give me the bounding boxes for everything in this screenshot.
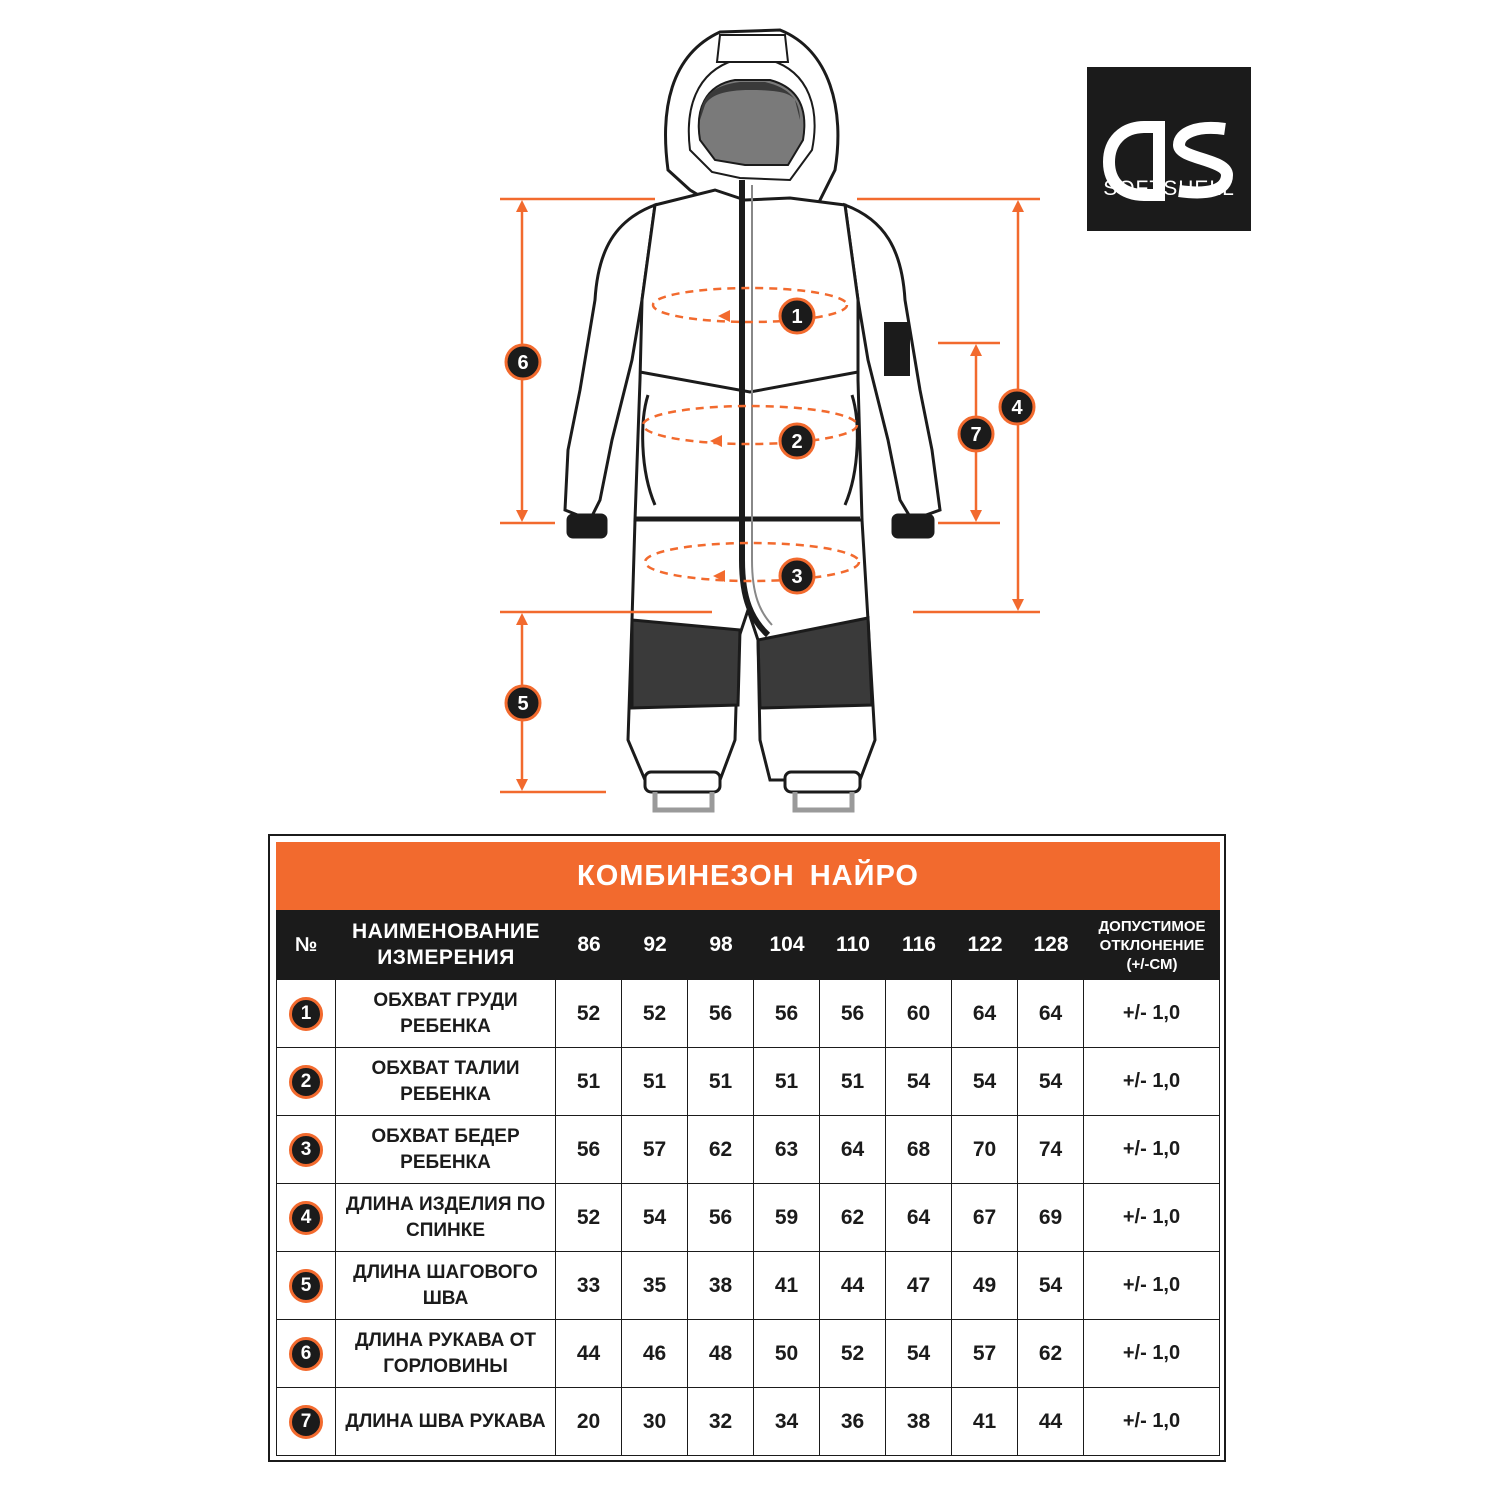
marker-7: [959, 417, 993, 451]
size-value-cell: 33: [556, 1252, 622, 1320]
header-size-110: 110: [836, 933, 870, 956]
table-row: [276, 980, 1220, 1048]
size-value-cell: 48: [688, 1320, 754, 1388]
size-value-cell: 56: [820, 980, 886, 1048]
size-value-cell: 41: [952, 1388, 1018, 1456]
size-value-cell: 47: [886, 1252, 952, 1320]
size-value-cell: 69: [1018, 1184, 1084, 1252]
header-tol-line3: (+/-СМ): [1126, 955, 1178, 973]
size-value-cell: 20: [556, 1388, 622, 1456]
measurement-name: [336, 1252, 556, 1320]
measurement-name-line1: ДЛИНА ШВА РУКАВА: [345, 1410, 546, 1432]
size-value-cell: 50: [754, 1320, 820, 1388]
svg-text:5: 5: [517, 693, 529, 715]
size-value-cell: 49: [952, 1252, 1018, 1320]
size-value-cell: 64: [820, 1116, 886, 1184]
header-name-line2: ИЗМЕРЕНИЯ: [377, 946, 515, 969]
row-number-cell: [276, 1252, 336, 1320]
header-size-98: 98: [709, 933, 733, 956]
measurement-name: [336, 1388, 556, 1456]
svg-text:7: 7: [970, 424, 982, 446]
size-value-cell: 64: [886, 1184, 952, 1252]
tolerance-cell: +/- 1,0: [1084, 1388, 1220, 1456]
size-value-cell: 41: [754, 1252, 820, 1320]
row-number-cell: [276, 1320, 336, 1388]
tolerance-cell: +/- 1,0: [1084, 1252, 1220, 1320]
row-number-badge: 5: [289, 1269, 323, 1303]
size-value-cell: 57: [952, 1320, 1018, 1388]
size-value-cell: 46: [622, 1320, 688, 1388]
jumpsuit-body: [565, 180, 940, 810]
size-value-cell: 70: [952, 1116, 1018, 1184]
size-value-cell: 44: [556, 1320, 622, 1388]
measurement-name-line2: РЕБЕНКА: [400, 1015, 491, 1037]
size-value-cell: 74: [1018, 1116, 1084, 1184]
table-row: [276, 1048, 1220, 1116]
tolerance-cell: +/- 1,0: [1084, 1184, 1220, 1252]
header-size-92: 92: [643, 933, 667, 956]
size-value-cell: 30: [622, 1388, 688, 1456]
size-value-cell: 52: [556, 1184, 622, 1252]
size-value-cell: 32: [688, 1388, 754, 1456]
size-value-cell: 54: [1018, 1252, 1084, 1320]
row-number-cell: [276, 1048, 336, 1116]
size-value-cell: 54: [886, 1048, 952, 1116]
header-size-86: 86: [577, 933, 601, 956]
row-number-cell: [276, 980, 336, 1048]
header-tol-line2: ОТКЛОНЕНИЕ: [1099, 936, 1205, 954]
size-value-cell: 52: [622, 980, 688, 1048]
size-table-body: [276, 980, 1220, 1456]
row-number-badge: 2: [289, 1065, 323, 1099]
size-value-cell: 52: [820, 1320, 886, 1388]
size-value-cell: 67: [952, 1184, 1018, 1252]
measurement-name: [336, 1320, 556, 1388]
size-table-header: [276, 910, 1220, 980]
measurement-name-line2: ШВА: [422, 1287, 469, 1309]
svg-text:3: 3: [791, 566, 803, 588]
size-value-cell: 62: [820, 1184, 886, 1252]
tolerance-cell: +/- 1,0: [1084, 1116, 1220, 1184]
marker-4: [1000, 390, 1034, 424]
size-value-cell: 44: [1018, 1388, 1084, 1456]
row-number-cell: [276, 1388, 336, 1456]
as-logo-mark-icon: [1087, 67, 1251, 231]
svg-text:2: 2: [791, 431, 803, 453]
measurement-name-line1: ДЛИНА ШАГОВОГО: [353, 1261, 538, 1283]
row-number-badge: 4: [289, 1201, 323, 1235]
size-table-title: КОМБИНЕЗОН НАЙРО: [276, 842, 1220, 910]
table-row: [276, 1184, 1220, 1252]
row-number-badge: 1: [289, 997, 323, 1031]
size-value-cell: 64: [952, 980, 1018, 1048]
svg-text:1: 1: [791, 306, 803, 328]
measurement-name: [336, 1184, 556, 1252]
header-num: №: [294, 933, 318, 956]
measurement-name-line2: СПИНКЕ: [405, 1219, 486, 1241]
measurement-name-line1: ОБХВАТ ГРУДИ: [373, 989, 518, 1011]
header-size-128: 128: [1033, 933, 1069, 956]
table-row: [276, 1388, 1220, 1456]
size-value-cell: 51: [622, 1048, 688, 1116]
size-value-cell: 51: [556, 1048, 622, 1116]
size-value-cell: 51: [688, 1048, 754, 1116]
size-value-cell: 54: [886, 1320, 952, 1388]
size-value-cell: 34: [754, 1388, 820, 1456]
measurement-name-line1: ДЛИНА ИЗДЕЛИЯ ПО: [345, 1193, 546, 1215]
size-value-cell: 38: [688, 1252, 754, 1320]
table-row: [276, 1320, 1220, 1388]
size-value-cell: 59: [754, 1184, 820, 1252]
row-number-badge: 6: [289, 1337, 323, 1371]
marker-6: [506, 345, 540, 379]
svg-text:6: 6: [517, 352, 529, 374]
marker-5: [506, 686, 540, 720]
size-value-cell: 63: [754, 1116, 820, 1184]
header-tol-line1: ДОПУСТИМОЕ: [1098, 917, 1206, 935]
header-size-122: 122: [967, 933, 1003, 956]
size-value-cell: 51: [820, 1048, 886, 1116]
size-value-cell: 54: [1018, 1048, 1084, 1116]
size-value-cell: 38: [886, 1388, 952, 1456]
size-value-cell: 62: [688, 1116, 754, 1184]
size-value-cell: 52: [556, 980, 622, 1048]
size-value-cell: 57: [622, 1116, 688, 1184]
size-value-cell: 56: [688, 1184, 754, 1252]
logo-subtitle: SOFTSHELL: [1103, 177, 1235, 200]
size-value-cell: 56: [754, 980, 820, 1048]
measurement-name-line1: ДЛИНА РУКАВА ОТ: [355, 1329, 536, 1351]
row-number-badge: 3: [289, 1133, 323, 1167]
marker-2: [780, 424, 814, 458]
size-value-cell: 51: [754, 1048, 820, 1116]
measurement-name: [336, 1048, 556, 1116]
header-size-116: 116: [902, 933, 936, 956]
size-value-cell: 56: [556, 1116, 622, 1184]
header-measurement-name: [336, 910, 556, 980]
measurement-name-line2: РЕБЕНКА: [400, 1151, 491, 1173]
marker-1: [780, 299, 814, 333]
measurement-name-line1: ОБХВАТ ТАЛИИ: [371, 1057, 520, 1079]
brand-logo: [1087, 67, 1251, 231]
size-value-cell: 64: [1018, 980, 1084, 1048]
measurement-name: [336, 1116, 556, 1184]
marker-3: [780, 559, 814, 593]
size-value-cell: 54: [622, 1184, 688, 1252]
measurement-name-line2: ГОРЛОВИНЫ: [383, 1355, 508, 1377]
row-number-cell: [276, 1184, 336, 1252]
svg-text:4: 4: [1011, 397, 1023, 419]
size-value-cell: 36: [820, 1388, 886, 1456]
measurement-name-line1: ОБХВАТ БЕДЕР: [371, 1125, 520, 1147]
size-value-cell: 44: [820, 1252, 886, 1320]
table-row: [276, 1252, 1220, 1320]
row-number-badge: 7: [289, 1405, 323, 1439]
size-value-cell: 68: [886, 1116, 952, 1184]
size-value-cell: 54: [952, 1048, 1018, 1116]
measurement-name: [336, 980, 556, 1048]
tolerance-cell: +/- 1,0: [1084, 980, 1220, 1048]
measurement-name-line2: РЕБЕНКА: [400, 1083, 491, 1105]
size-value-cell: 35: [622, 1252, 688, 1320]
header-tolerance: [1084, 910, 1220, 980]
header-size-104: 104: [769, 933, 805, 956]
header-name-line1: НАИМЕНОВАНИЕ: [352, 920, 540, 943]
size-value-cell: 62: [1018, 1320, 1084, 1388]
tolerance-cell: +/- 1,0: [1084, 1320, 1220, 1388]
table-row: [276, 1116, 1220, 1184]
row-number-cell: [276, 1116, 336, 1184]
size-value-cell: 60: [886, 980, 952, 1048]
size-value-cell: 56: [688, 980, 754, 1048]
tolerance-cell: +/- 1,0: [1084, 1048, 1220, 1116]
